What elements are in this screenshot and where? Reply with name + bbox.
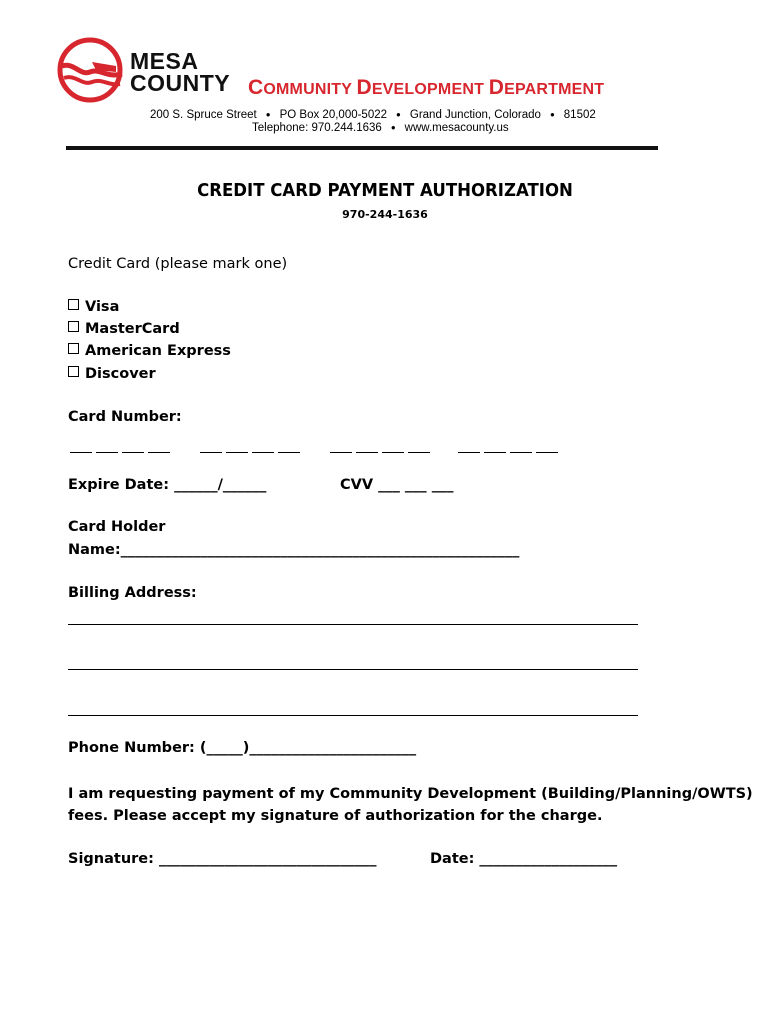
billing-address-line-1[interactable] [68, 624, 638, 625]
expire-date-field[interactable]: Expire Date: ______/______ [68, 477, 267, 493]
contact-line [252, 122, 509, 134]
option-amex-label: American Express [85, 343, 231, 359]
department-title [248, 76, 604, 100]
logo-wordmark [130, 50, 230, 94]
option-mastercard[interactable] [68, 321, 180, 337]
header-divider [66, 146, 658, 150]
bullet-icon: ● [396, 110, 401, 120]
form-phone: 970-244-1636 [342, 208, 428, 221]
po-box: PO Box 20,000-5022 [279, 109, 388, 121]
option-discover-label: Discover [85, 366, 156, 382]
cvv-field[interactable]: CVV ___ ___ ___ [340, 477, 454, 493]
option-discover[interactable] [68, 366, 156, 382]
option-mastercard-label: MasterCard [85, 321, 180, 337]
signature-field[interactable]: Signature: ______________________________ [68, 851, 377, 867]
billing-address-line-2[interactable] [68, 669, 638, 670]
zip: 81502 [563, 109, 596, 121]
phone-number-field[interactable]: Phone Number: (_____)_______________________ [68, 740, 417, 756]
dept-cap-3: D [488, 76, 505, 99]
checkbox-icon[interactable] [68, 343, 79, 354]
option-visa[interactable] [68, 299, 119, 315]
logo-line-mesa: MESA [130, 48, 199, 74]
bullet-icon: ● [390, 123, 396, 133]
card-number-group-4[interactable] [458, 440, 562, 458]
card-holder-label: Card Holder [68, 519, 166, 535]
billing-address-line-3[interactable] [68, 715, 638, 716]
dept-rest-3: EPARTMENT [504, 81, 605, 98]
city: Grand Junction, Colorado [409, 109, 541, 121]
billing-address-label: Billing Address: [68, 585, 197, 601]
card-type-prompt: Credit Card (please mark one) [68, 256, 288, 272]
bullet-icon: ● [549, 110, 555, 120]
card-number-group-3[interactable] [330, 440, 434, 458]
logo-line-county: COUNTY [130, 70, 231, 96]
dept-rest-1: OMMUNITY [263, 81, 357, 98]
card-number-group-1[interactable] [70, 440, 174, 458]
form-title: CREDIT CARD PAYMENT AUTHORIZATION [197, 180, 573, 201]
street: 200 S. Spruce Street [150, 109, 257, 121]
mesa-county-logo-icon [56, 36, 126, 104]
dept-cap-2: D [356, 76, 372, 99]
request-text-line-1: I am requesting payment of my Community Development (Building/Planning/OWTS) [68, 786, 753, 802]
checkbox-icon[interactable] [68, 321, 79, 332]
card-number-group-2[interactable] [200, 440, 304, 458]
option-visa-label: Visa [85, 299, 120, 315]
dept-cap-1: C [248, 76, 264, 99]
request-text-line-2: fees. Please accept my signature of authorization for the charge. [68, 808, 603, 824]
address-line [150, 109, 596, 121]
checkbox-icon[interactable] [68, 299, 79, 310]
card-holder-name-field[interactable]: Name:_______________________________________________________ [68, 542, 520, 558]
date-field[interactable]: Date: ___________________ [430, 851, 618, 867]
card-number-label: Card Number: [68, 409, 182, 425]
telephone: Telephone: 970.244.1636 [252, 122, 382, 134]
option-amex[interactable] [68, 343, 231, 359]
checkbox-icon[interactable] [68, 366, 79, 377]
dept-rest-2: EVELOPMENT [371, 81, 489, 98]
website: www.mesacounty.us [404, 122, 509, 134]
bullet-icon: ● [265, 110, 271, 120]
